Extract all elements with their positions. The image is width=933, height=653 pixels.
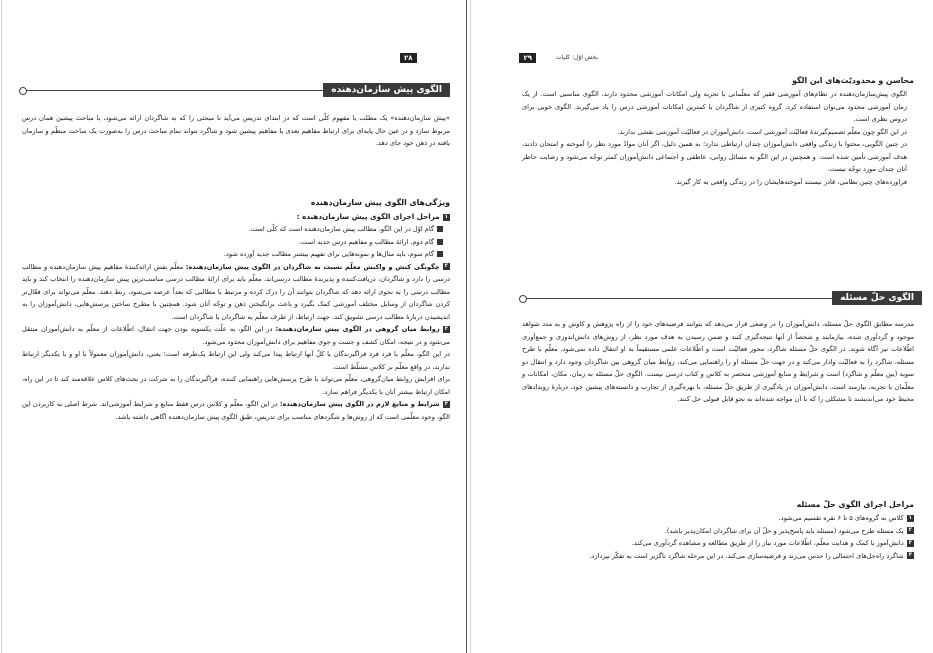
item-3-paragraph: [22, 323, 450, 348]
steps-list: [522, 512, 914, 562]
subheading: ویژگی‌های الگوی پیش سازمان‌دهنده: [310, 198, 450, 207]
section-rule: [22, 90, 323, 91]
item-4-text: در این الگو، معلّم و کلاس درس فقط منابع و شرایط آموزشی‌اند. شرط اصلی به کاربردن این الگو، وجود معلّمی است که از روش‌ها و شگردهای مناسب برای تدریس، طبق الگوی پیش سازمان‌دهنده آگاهی داشته باشد.: [22, 400, 450, 421]
item-3-text: در این الگو، به علّت یکسویه بودن جهت انتقال، اطّلاعات از معلّم به دانش‌آموزان منتقل می‌شود و در نتیجه، امکان کشف و جست و جوی مفاهیم برای دانش‌آموزان محدود می‌شود.: [22, 325, 450, 346]
item-3-para2: در این الگو، معلّم با فرد فرد فراگیرندگان یا کلّ آنها ارتباط پیدا می‌کند ولی این ارتباط یک‌طرفه است؛ یعنی، دانش‌آموزان معمولاً با او و با یکدیگر ارتباط ندارند، در واقع معلّم بر کلاس مسلّط است.: [22, 350, 450, 371]
item-2-text: معلّم نقش ارائه‌کنندهٔ مفاهیم پیش سازمان‌دهنده و مطالب درسی را دارد و شاگردان، دریافت‌کننده و پذیرندهٔ مطالب درسی‌اند. معلّم باید برای ارائهٔ مطالب درسی مناسب‌ترین پیش سازمان‌دهنده را انتخاب کند و باید مطالب درسی را به نحوی ارائه دهد که شاگردان بتوانند آن را درک کرده و مرتبط با مطالبی که بعداً عرضه می‌شود، ربط دهند. معلّم می‌تواند برای فعّال‌تر کردن شاگردان از وسایل مختلف آموزشی کمک بگیرد و باعث برانگیختن ذهن و توجّه آنان شود. همچنین با مطرح ساختن پرسش‌هایی، دانش‌آموزان را به اندیشیدن دربارهٔ مطالب درسی تشویق کند. جهت ارتباط، از طرف معلّم به شاگردان یا شاگردان است.: [22, 262, 450, 321]
paragraph: الگوی پیش‌سازمان‌دهنده در نظام‌های آموزشی فقیر که معلّمانی با تجربه ولی امکانات آموزشی محدود دارند، الگوی مناسبی است. از یک زمان آموزشی محدود می‌توان استفاده کرد، گروه کثیری از شاگردان با کمترین امکانات آموزشی درس را یاد می‌گیرند. الگوی خوبی برای دروس نظری است.: [522, 90, 907, 123]
item-2-number: ۲: [444, 263, 448, 269]
step-item: ۱کلاس به گروه‌های ۵ تا ۶ نفره تقسیم می‌شود.: [778, 514, 912, 522]
step-item: ۴شاگرد راه‌حل‌های احتمالی را حدس می‌زند و فرضیه‌سازی می‌کند. در این مرحله شاگرد ناگزیر است به تفکّر بپردازد.: [589, 551, 912, 560]
heading-pros-cons: محاسن و محدودیّت‌های این الگو: [792, 76, 914, 85]
step-number: ۴: [908, 552, 912, 558]
page-number: ۲۸: [400, 53, 417, 63]
item-1-number: ۱: [444, 213, 448, 220]
paragraph: فراورده‌های چنین نظامی، قادر نیستند آموخته‌هایشان را در زندگی واقعی به کار گیرند.: [674, 177, 907, 186]
item-1-bullets: [22, 223, 450, 261]
item-4-title: شرایط و منابع لازم در الگوی پیش سازمان‌دهنده:: [279, 400, 440, 408]
bullet-item: گام سوم، باید مثال‌ها و نمونه‌هایی برای تفهیم بیشتر مطالب جدید آورده شود.: [22, 248, 450, 261]
step-number: ۲: [908, 527, 912, 533]
step-item: ۲یک مسئله طرح می‌شود (مسئله باید پاسخ‌پذیر و حلّ آن برای شاگردان امکان‌پذیر باشد).: [664, 526, 912, 535]
left-body-block: [22, 196, 450, 423]
item-3-title: روابط میان گروهی در الگوی پیش سازمان‌دهنده:: [275, 325, 440, 333]
section-header: [522, 290, 922, 306]
item-2-title: چگونگی کنش و واکنش معلّم نسبت به شاگردان در الگوی پیش سازمان‌دهنده:: [185, 262, 440, 271]
running-head: بخش اوّل: کلیات: [555, 54, 598, 61]
gutter-line: [466, 0, 467, 653]
steps-block: [522, 498, 914, 562]
item-3-number: ۳: [444, 325, 448, 332]
paragraph: در چنین الگویی، محتوا با زندگی واقعی دانش‌آموزان چندان ارتباطی ندارد؛ به همین دلیل، اگر آنان موادّ مورد نظر را آموخته و امتحان دادند، هدف آموزشی تأمین شده است. و همچنین در این الگو به مسائل روانی، عاطفی و اجتماعی دانش‌آموزان کمتر توجّه می‌شود و رضایت خاطر آنان چندان مورد توجّه نیست.: [522, 140, 907, 173]
item-2-paragraph: [22, 261, 450, 324]
item-4-number: ۴: [444, 400, 448, 407]
page-number: ۲۹: [519, 53, 536, 63]
heading-steps: مراحل اجرای الگوی حلّ مسئله: [796, 500, 914, 509]
square-bullet-icon: [437, 251, 443, 257]
item-4-paragraph: [22, 398, 450, 423]
right-page: [522, 0, 914, 653]
square-bullet-icon: [437, 239, 443, 245]
bullet-item: گام دوم، ارائهٔ مطالب و مفاهیم درس جدید است.: [22, 236, 450, 249]
left-intro-block: [22, 112, 450, 150]
bullet-item: گام اوّل در این الگو، مطالب پیش سازمان‌دهنده است که کلّی است.: [22, 223, 450, 236]
section-title: الگوی حلّ مسئله: [832, 291, 922, 305]
page-edge: [1, 0, 2, 653]
step-item: ۳دانش‌آموز با کمک و هدایت معلّم، اطّلاعات مورد نیاز را از طریق مطالعه و مشاهده گردآوری می‌کند.: [631, 539, 912, 547]
problem-solving-paragraph: مدرسه مطابق الگوی حلّ مسئله، دانش‌آموزان را در وضعی قرار می‌دهد که بتوانند فرضیه‌های خود را از راه پژوهش و کاوش و به مدد شواهد موجود و گردآوری شده، بیازمایند و شخصاً از آنها نتیجه‌گیری کنند و ضمن رسیدن به هدف مورد نظر، از روش‌های دانش‌اندوزی و جمع‌آوری اطّلاعات نیز آگاه شوند. در الگوی حلّ مسئله شاگرد، محور فعالیّت است و اطّلاعات علمی مستقیماً به او انتقال داده نمی‌شود. معلّم با طرح مسئله، شاگرد را به فعالیّت وادار می‌کند و در جهت حلّ مسئله او را راهنمایی می‌کند. روابط میان گروهی بین شاگردان وجود دارد و انتقال دو سویه (بین معلّم و شاگرد) است و شرایط و منابع آموزشی منحصر به کلاس و کتاب درسی نیست. الگوی حلّ مسئله به زمان، مکان، امکانات و معلّمان با تجربه، نیازمند است. دانش‌آموزان در یادگیری از طریق حلّ مسئله، با بهره‌گیری از تجارب و دانسته‌های پیشین خود، دربارهٔ رویدادهای محیط خود می‌اندیشند تا مشکلی را که با آن مواجه شده‌اند به نحو قابل قبولی حل کنند.: [522, 320, 914, 403]
section-header: [22, 82, 450, 98]
item-1-title: ۱مراحل اجرای الگوی پیش سازمان‌دهنده :: [296, 212, 448, 221]
square-bullet-icon: [437, 226, 443, 232]
paragraph: در این الگو چون معلّم تصمیم‌گیرندهٔ فعالیّت آموزشی است، دانش‌آموزان در فعالیّت آموزشی نقشی ندارند.: [617, 127, 907, 136]
section-rule: [522, 298, 832, 299]
item-3-para3: برای افزایش روابط میان‌گروهی، معلّم می‌تواند با طرح پرسش‌هایی راهنمایی کننده، فراگیرندگان را به شرکت در بحث‌های کلاس علاقه‌مند کند تا در این راه، امکان ارتباط بیشتر آنان با یکدیگر فراهم سازد.: [22, 375, 450, 396]
right-body-block: [522, 318, 914, 406]
gutter-shadow: [470, 0, 471, 653]
section-title: الگوی پیش سازمان‌دهنده: [323, 83, 450, 97]
step-number: ۱: [908, 514, 912, 521]
left-page: [22, 0, 450, 653]
step-number: ۳: [908, 539, 912, 546]
intro-paragraph: «پیش سازمان‌دهنده» یک مطلب یا مفهوم کلّی است که در ابتدای تدریس می‌آید تا مبحثی را که به شاگردان ارائه می‌شود، با مباحث پیشین همان درس مربوط سازد و در عین حال پایه‌ای برای ارتباط مفاهیم بعدی یا مفاهیم پیشین شود و شاگرد بتواند تمام مباحث درس را به‌صورت یک ساخت منظّم و سازمان یافته در ذهن خود جای دهد.: [22, 114, 450, 147]
right-top-block: [522, 74, 914, 188]
